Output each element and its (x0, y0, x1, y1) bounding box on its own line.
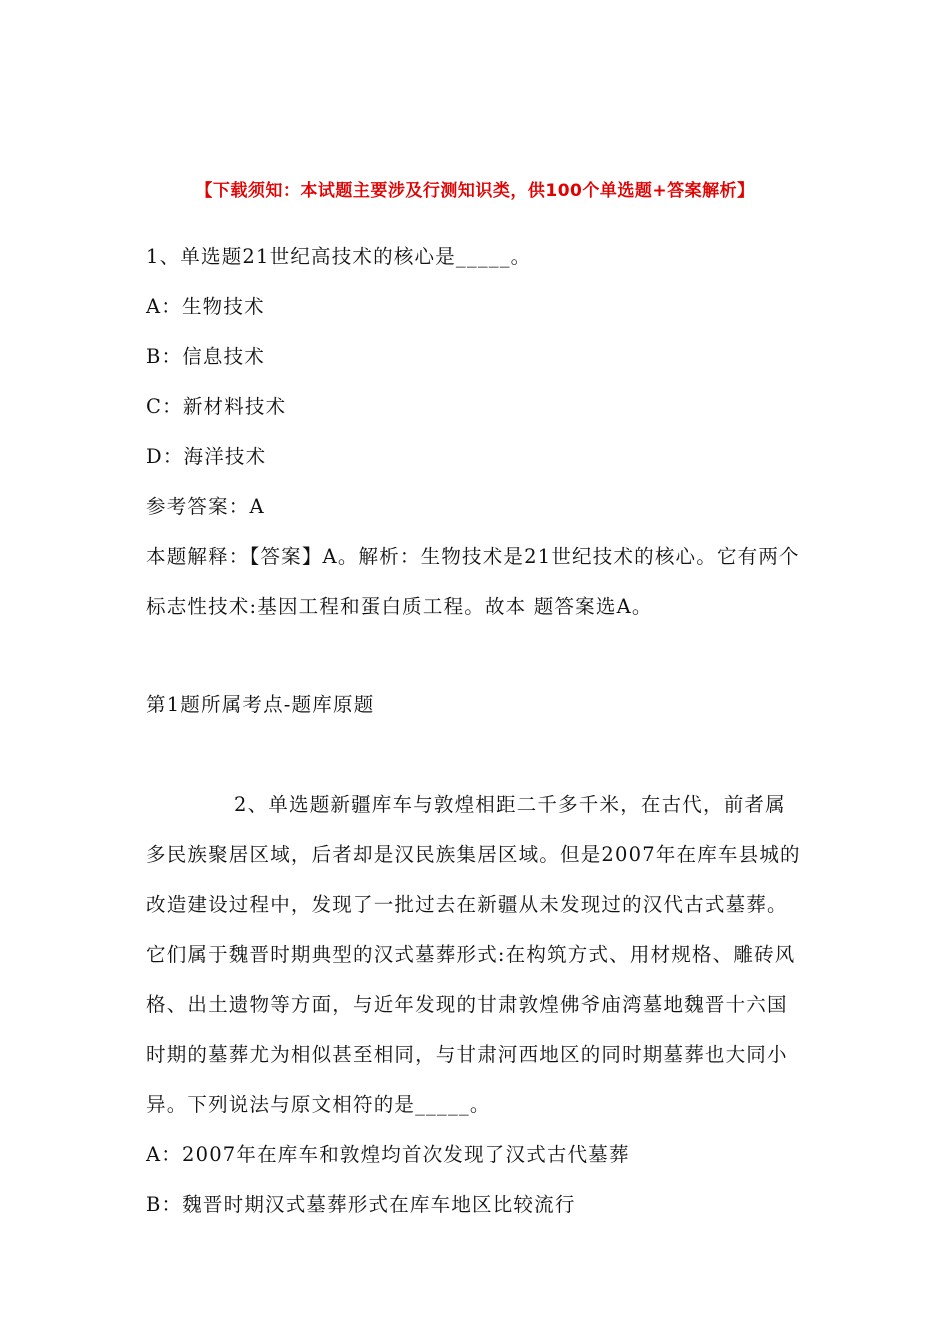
question-1-option-b: B：信息技术 (146, 345, 266, 368)
question-content (146, 232, 806, 1230)
question-2-option-a: A：2007年在库车和敦煌均首次发现了汉式古代墓葬 (146, 1143, 630, 1166)
question-2-stem: 2、单选题新疆库车与敦煌相距二千多千米，在古代，前者属多民族聚居区域，后者却是汉民族集居区域。但是2007年在库车县城的改造建设过程中，发现了一批过去在新疆从未发现过的汉代古式墓葬。它们属于魏晋时期典型的汉式墓葬形式:在构筑方式、用材规格、雕砖风格、出土遗物等方面，与近年发现的甘肃敦煌佛爷庙湾墓地魏晋十六国时期的墓葬尤为相似甚至相同，与甘肃河西地区的同时期墓葬也大同小异。下列说法与原文相符的是_____。 (146, 793, 801, 1116)
question-1-explanation: 本题解释：【答案】A。解析：生物技术是21世纪技术的核心。它有两个标志性技术:基因工程和蛋白质工程。故本 题答案选A。 (146, 545, 800, 618)
spacer (146, 632, 806, 680)
question-1-answer: 参考答案：A (146, 495, 265, 518)
question-2-option-b: B：魏晋时期汉式墓葬形式在库车地区比较流行 (146, 1193, 576, 1216)
question-1-option-a: A：生物技术 (146, 295, 265, 318)
download-notice: 【下载须知：本试题主要涉及行测知识类，供100个单选题+答案解析】 (195, 181, 755, 201)
question-1-exam-point: 第1题所属考点-题库原题 (146, 693, 375, 716)
question-1-stem: 1、单选题21世纪高技术的核心是_____。 (146, 245, 532, 268)
question-1-option-c: C：新材料技术 (146, 395, 287, 418)
spacer (146, 730, 806, 780)
question-1-option-d: D：海洋技术 (146, 445, 267, 468)
